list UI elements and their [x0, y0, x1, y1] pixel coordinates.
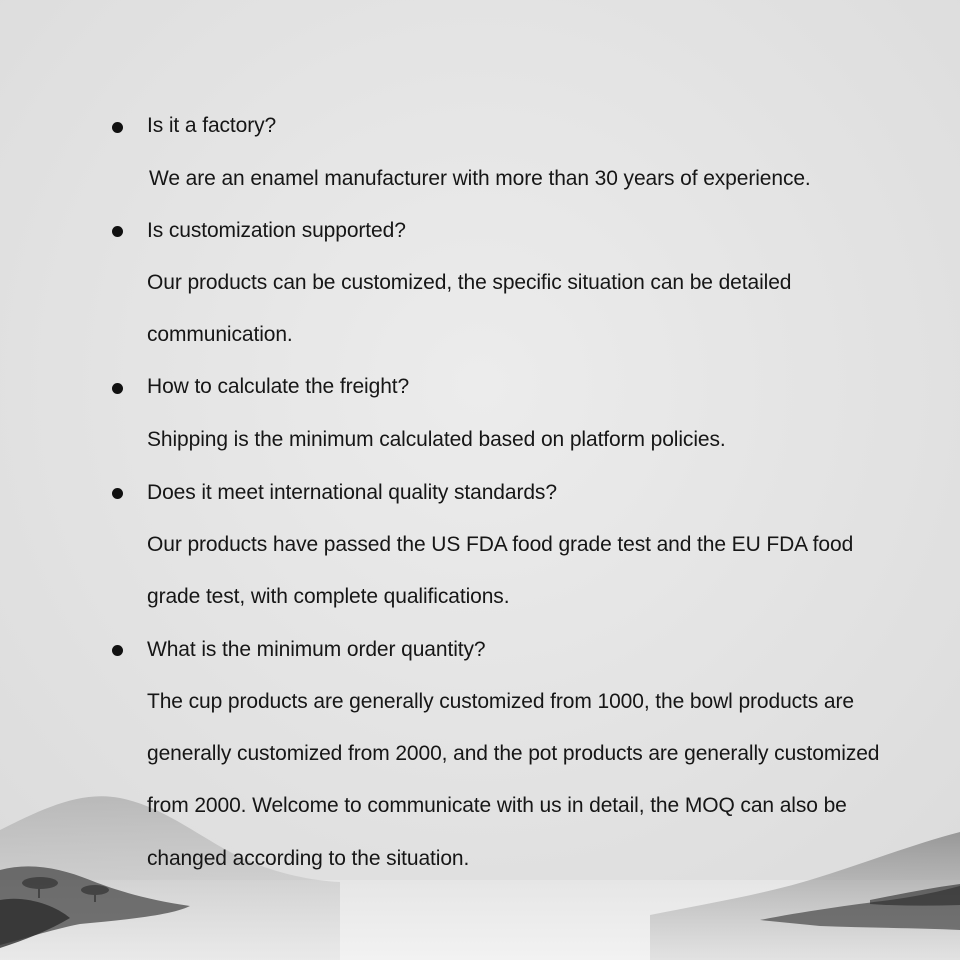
- faq-answer-line: communication.: [147, 323, 293, 346]
- faq-answer-line: Shipping is the minimum calculated based on platform policies.: [147, 428, 726, 451]
- faq-question: Is customization supported?: [147, 219, 406, 242]
- faq-answer-line: Our products have passed the US FDA food grade test and the EU FDA food: [147, 533, 854, 556]
- faq-answer-line: We are an enamel manufacturer with more than 30 years of experience.: [149, 167, 811, 190]
- faq-question: How to calculate the freight?: [147, 375, 410, 398]
- faq-question: Is it a factory?: [147, 114, 277, 137]
- faq-answer-line: generally customized from 2000, and the pot products are generally customized: [147, 742, 880, 765]
- faq-answer-line: Our products can be customized, the specific situation can be detailed: [147, 271, 792, 294]
- faq-answer-line: grade test, with complete qualifications.: [147, 585, 510, 608]
- faq-question: What is the minimum order quantity?: [147, 638, 486, 661]
- faq-answer-line: from 2000. Welcome to communicate with us in detail, the MOQ can also be: [147, 794, 847, 817]
- faq-question: Does it meet international quality standards?: [147, 481, 557, 504]
- bullet-icon: [112, 645, 123, 656]
- bullet-icon: [112, 122, 123, 133]
- bullet-icon: [112, 383, 123, 394]
- bullet-icon: [112, 226, 123, 237]
- faq-answer-line: The cup products are generally customized from 1000, the bowl products are: [147, 690, 854, 713]
- faq-answer-line: changed according to the situation.: [147, 847, 470, 870]
- bullet-icon: [112, 488, 123, 499]
